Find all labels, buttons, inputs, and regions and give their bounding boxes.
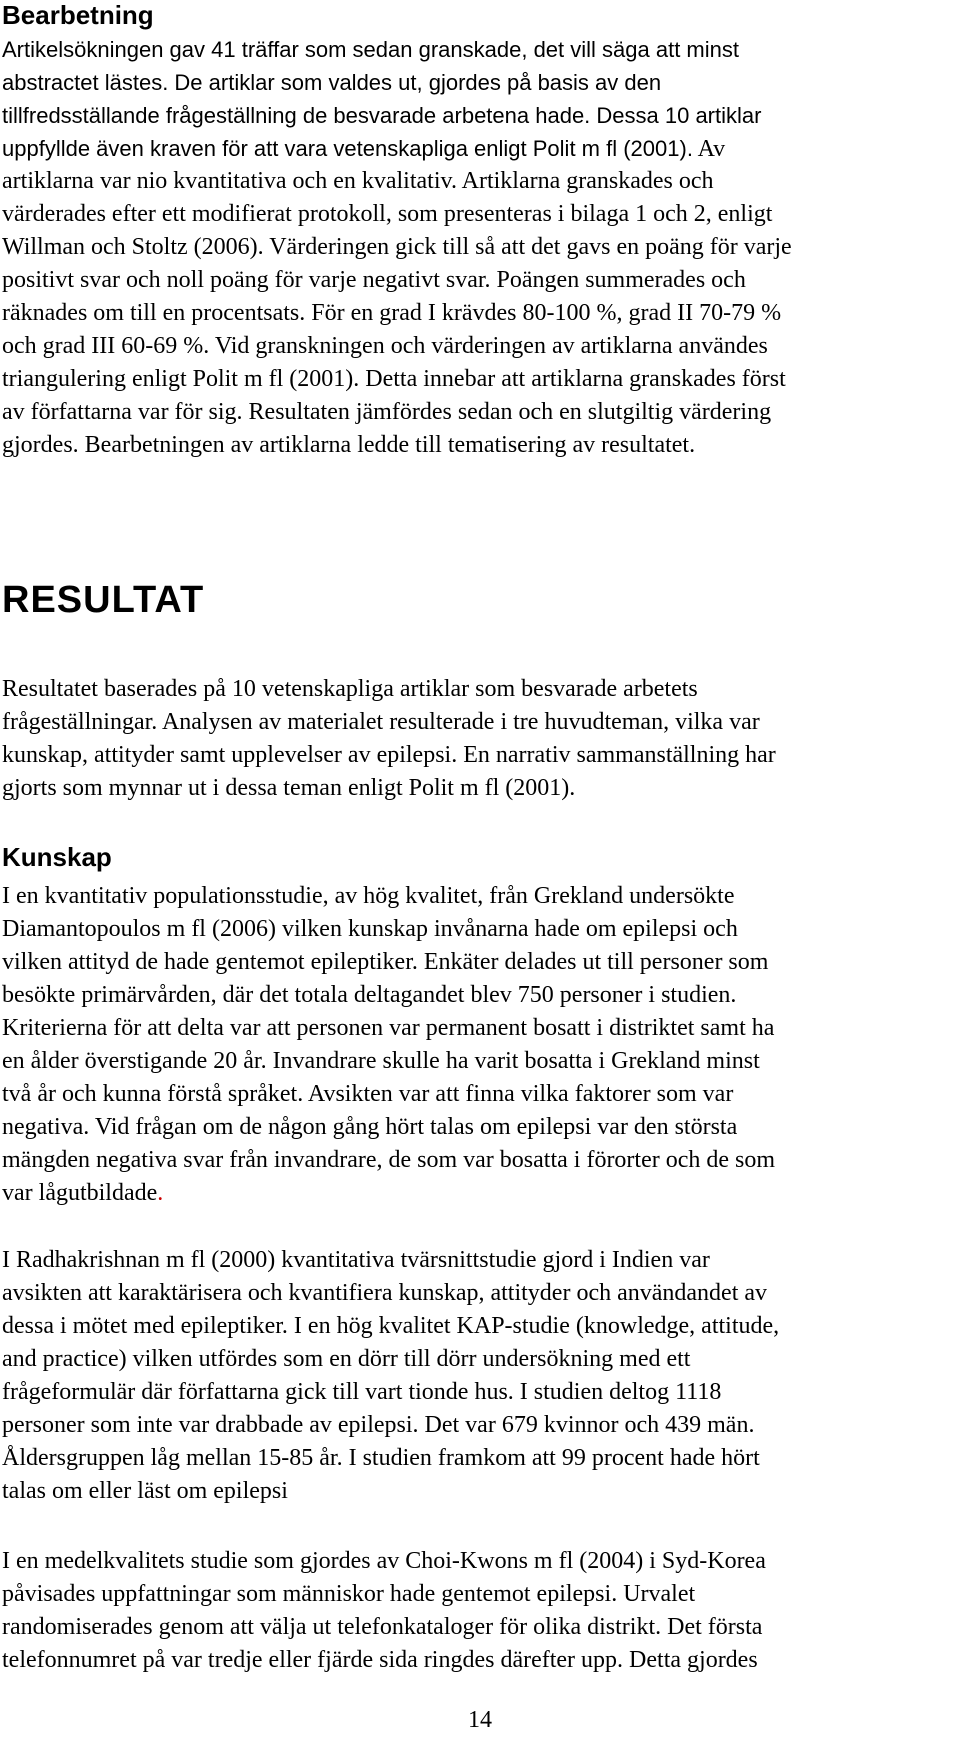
text-line: kunskap, attityder samt upplevelser av epilepsi. En narrativ sammanställning har xyxy=(2,742,776,768)
paragraph-kunskap-1 xyxy=(2,880,958,1210)
text-line: räknades om till en procentsats. För en grad I krävdes 80-100 %, grad II 70-79 % xyxy=(2,300,782,326)
text-segment: Av xyxy=(692,136,726,162)
text-line: telefonnumret på var tredje eller fjärde sida ringdes därefter upp. Detta gjordes xyxy=(2,1647,758,1673)
text-line xyxy=(2,165,958,198)
text-line: tillfredsställande frågeställning de besvarade arbetena hade. Dessa 10 artiklar xyxy=(2,103,762,128)
text-segment: Värderingen gick till så att det gavs en poäng för varje xyxy=(263,234,792,260)
text-line: dessa i mötet med epileptiker. I en hög kvalitet KAP-studie (knowledge, attitude, xyxy=(2,1313,780,1339)
paragraph-kunskap-2 xyxy=(2,1244,958,1508)
text-line: I en medelkvalitets studie som gjordes av Choi-Kwons m fl (2004) i Syd-Korea xyxy=(2,1548,766,1574)
text-segment-red-period: . xyxy=(157,1180,164,1206)
text-segment: var lågutbildade xyxy=(2,1180,158,1206)
heading-bearbetning: Bearbetning xyxy=(2,0,154,30)
text-line: vilken attityd de hade gentemot epileptiker. Enkäter delades ut till personer som xyxy=(2,949,769,975)
text-line: besökte primärvården, där det totala deltagandet blev 750 personer i studien. xyxy=(2,982,737,1008)
text-line: Kriterierna för att delta var att personen var permanent bosatt i distriktet samt ha xyxy=(2,1015,775,1041)
text-line: Åldersgruppen låg mellan 15-85 år. I studien framkom att 99 procent hade hört xyxy=(2,1445,760,1471)
text-line: I Radhakrishnan m fl (2000) kvantitativa tvärsnittstudie gjord i Indien var xyxy=(2,1247,710,1273)
text-line xyxy=(2,132,958,165)
text-line: I en kvantitativ populationsstudie, av hög kvalitet, från Grekland undersökte xyxy=(2,883,735,909)
text-line: positivt svar och noll poäng för varje negativt svar. Poängen summerades och xyxy=(2,267,746,293)
text-line: personer som inte var drabbade av epilepsi. Det var 679 kvinnor och 439 män. xyxy=(2,1412,755,1438)
text-line: av författarna var för sig. Resultaten jämfördes sedan och en slutgiltig värdering xyxy=(2,399,772,425)
text-line: en ålder överstigande 20 år. Invandrare skulle ha varit bosatta i Grekland minst xyxy=(2,1048,760,1074)
text-line: triangulering enligt Polit m fl (2001). Detta innebar att artiklarna granskades först xyxy=(2,366,786,392)
paragraph-bearbetning xyxy=(2,33,958,462)
heading-kunskap: Kunskap xyxy=(2,842,112,872)
text-line: Diamantopoulos m fl (2006) vilken kunskap invånarna hade om epilepsi och xyxy=(2,916,738,942)
text-line: mängden negativa svar från invandrare, de som var bosatta i förorter och de som xyxy=(2,1147,776,1173)
text-line: frågeställningar. Analysen av materialet resulterade i tre huvudteman, vilka var xyxy=(2,709,760,735)
heading-resultat: RESULTAT xyxy=(2,579,205,621)
text-line: and practice) vilken utfördes som en dörr till dörr undersökning med ett xyxy=(2,1346,691,1372)
text-line: gjorts som mynnar ut i dessa teman enligt Polit m fl (2001). xyxy=(2,775,576,801)
text-line: Resultatet baserades på 10 vetenskapliga artiklar som besvarade arbetets xyxy=(2,676,698,702)
text-line: negativa. Vid frågan om de någon gång hört talas om epilepsi var den största xyxy=(2,1114,738,1140)
text-line: Artikelsökningen gav 41 träffar som sedan granskade, det vill säga att minst xyxy=(2,37,739,62)
text-line xyxy=(2,1177,958,1210)
text-line: påvisades uppfattningar som människor hade gentemot epilepsi. Urvalet xyxy=(2,1581,696,1607)
text-line: abstractet lästes. De artiklar som valdes ut, gjordes på basis av den xyxy=(2,70,662,95)
text-line: två år och kunna förstå språket. Avsikten var att finna vilka faktorer som var xyxy=(2,1081,734,1107)
text-segment: uppfyllde även kraven för att vara vetenskapliga enligt Polit m fl (2001). xyxy=(2,136,693,161)
text-line: talas om eller läst om epilepsi xyxy=(2,1478,288,1504)
text-line xyxy=(2,231,958,264)
text-line: värderades efter ett modifierat protokoll, som presenteras i bilaga 1 och 2, enligt xyxy=(2,201,773,227)
text-line: frågeformulär där författarna gick till vart tionde hus. I studien deltog 1118 xyxy=(2,1379,722,1405)
text-segment: Artiklarna granskades och xyxy=(456,168,714,194)
text-line: randomiserades genom att välja ut telefonkataloger för olika distrikt. Det första xyxy=(2,1614,763,1640)
text-segment: artiklarna var nio kvantitativa och en kvalitativ. xyxy=(2,168,457,194)
text-segment: Willman och Stoltz (2006). xyxy=(2,234,264,260)
text-line: och grad III 60-69 %. Vid granskningen och värderingen av artiklarna användes xyxy=(2,333,768,359)
paragraph-kunskap-3 xyxy=(2,1545,958,1677)
text-line: gjordes. Bearbetningen av artiklarna ledde till tematisering av resultatet. xyxy=(2,432,696,458)
text-line: avsikten att karaktärisera och kvantifiera kunskap, attityder och användandet av xyxy=(2,1280,768,1306)
paragraph-resultat xyxy=(2,673,958,805)
page-number: 14 xyxy=(468,1707,492,1733)
